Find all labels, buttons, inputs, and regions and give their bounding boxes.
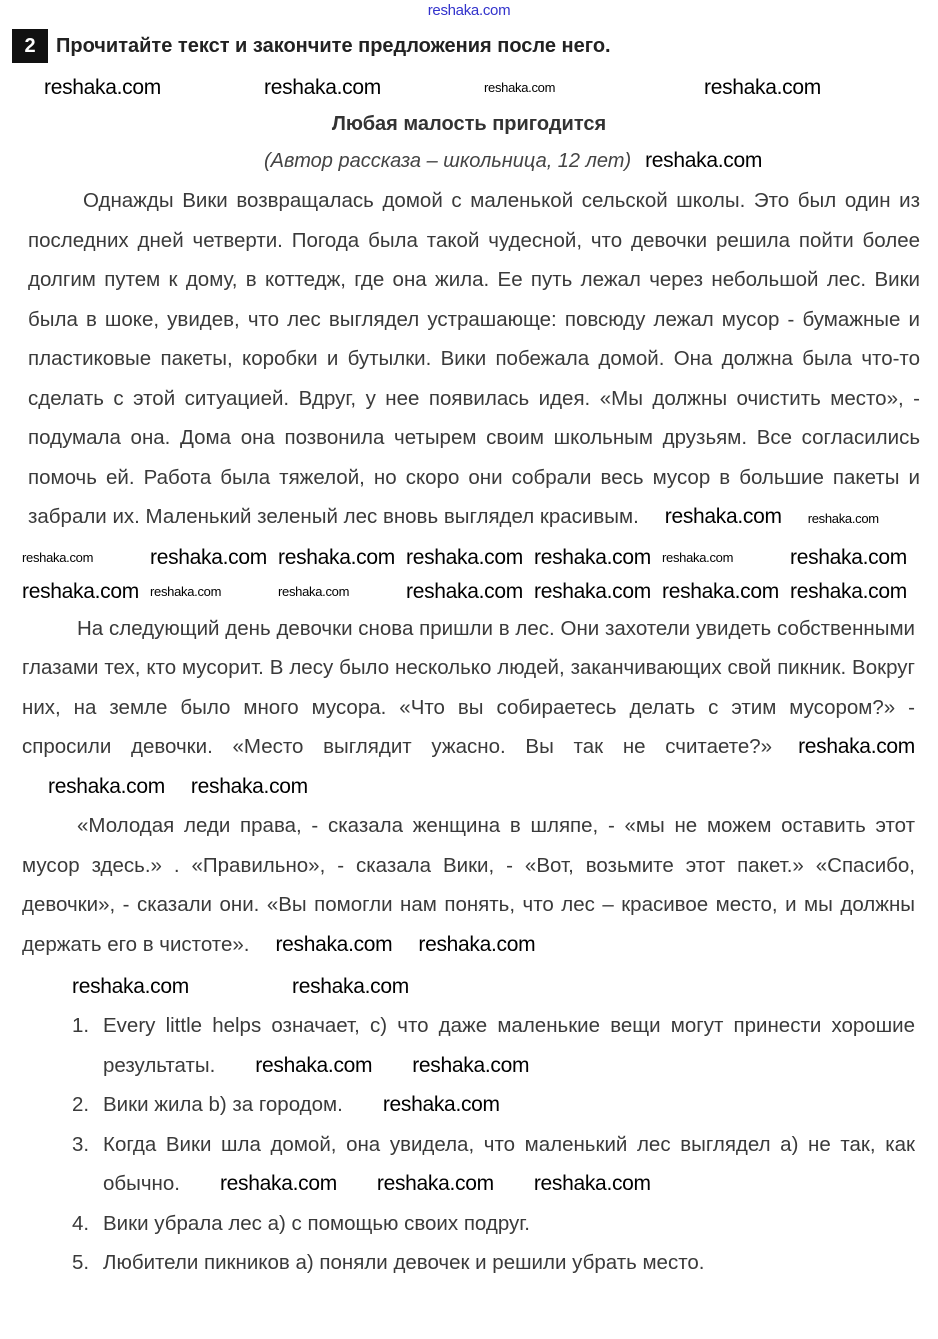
watermark: reshaka.com — [190, 774, 308, 798]
answer-item — [72, 1085, 915, 1125]
task-instruction: Прочитайте текст и закончите предложения после него. — [56, 34, 611, 57]
story-paragraph — [22, 609, 915, 807]
answer-text: Every little helps означает, c) что даже маленькие вещи могут принести хорошие результаты. — [103, 1014, 915, 1077]
watermark: reshaka.com — [292, 974, 409, 998]
watermark: reshaka.com — [807, 511, 879, 526]
answer-text: Вики жила b) за городом. — [103, 1093, 343, 1116]
watermark: reshaka.com — [219, 1172, 337, 1195]
watermark: reshaka.com — [704, 75, 821, 99]
watermark: reshaka.com — [72, 974, 189, 998]
task-header — [12, 29, 938, 63]
answer-item — [72, 1125, 915, 1204]
watermark: reshaka.com — [22, 550, 94, 565]
answer-number: 5. — [72, 1251, 90, 1274]
watermark: reshaka.com — [790, 580, 907, 603]
watermark: reshaka.com — [790, 546, 907, 569]
watermark: reshaka.com — [275, 932, 393, 956]
answer-number: 2. — [72, 1093, 90, 1116]
answer-item — [72, 1243, 915, 1283]
answer-text: Любители пикников a) поняли девочек и решили убрать место. — [103, 1251, 705, 1274]
story-paragraph-text: На следующий день девочки снова пришли в лес. Они захотели увидеть собственными глазами тех, кто мусорит. В лесу было несколько людей, заканчивающих свой пикник. Вокруг них, на земле было много мусора. «Что вы собираетесь делать с этим мусором?» - спросили девочки. «Место выглядит ужасно. Вы так не считаете?» — [22, 616, 915, 758]
top-watermark-row — [0, 0, 938, 28]
watermark: reshaka.com — [798, 735, 915, 758]
answer-text: Вики убрала лес a) с помощью своих подруг. — [103, 1211, 530, 1235]
story-paragraph-text: «Молодая леди права, - сказала женщина в шляпе, - «мы не можем оставить этот мусор здесь.» . «Правильно», - сказала Вики, - «Вот, возьмите этот пакет.» «Спасибо, девочки», - сказали они. «Вы помогли нам понять, что лес – красивое место, и мы должны держать его в чистоте». — [22, 814, 915, 956]
watermark-row — [72, 970, 938, 1002]
answer-list — [72, 1006, 915, 1283]
watermark: reshaka.com — [534, 580, 651, 603]
watermark-row — [44, 69, 938, 105]
watermark: reshaka.com — [48, 774, 165, 798]
watermark: reshaka.com — [412, 1053, 530, 1077]
story-paragraph-text: Однажды Вики возвращалась домой с маленькой сельской школы. Это был один из последних дней четверти. Погода была такой чудесной, что девочки решила пойти более долгим путем к дому, в коттедж, где она жила. Ее путь лежал через небольшой лес. Вики была в шоке, увидев, что лес выглядел устрашающе: повсюду лежал мусор - бумажные и пластиковые пакеты, коробки и бутылки. Вики побежала домой. Она должна была что-то сделать с этой ситуацией. Вдруг, у нее появилась идея. «Мы должны очистить место», - подумала она. Дома она позвонила четырем своим школьным друзьям. Все согласились помочь ей. Работа была тяжелой, но скоро они собрали весь мусор в большие пакеты и забрали их. Маленький зеленый лес вновь выглядел красивым. — [28, 189, 920, 528]
answer-number: 1. — [72, 1014, 90, 1037]
answer-item — [72, 1204, 915, 1244]
story-author-line — [264, 147, 938, 175]
task-number-badge: 2 — [12, 29, 48, 63]
answer-number: 3. — [72, 1132, 90, 1156]
watermark: reshaka.com — [278, 584, 350, 599]
watermark: reshaka.com — [662, 550, 734, 565]
watermark: reshaka.com — [382, 1093, 500, 1116]
story-paragraph — [22, 806, 915, 964]
watermark: reshaka.com — [534, 546, 651, 569]
answer-number: 4. — [72, 1211, 90, 1235]
watermark: reshaka.com — [645, 149, 763, 172]
story-author: (Автор рассказа – школьница, 12 лет) — [264, 150, 632, 172]
watermark: reshaka.com — [664, 505, 782, 528]
watermark: reshaka.com — [427, 2, 511, 19]
watermark: reshaka.com — [484, 79, 556, 95]
watermark: reshaka.com — [406, 546, 523, 569]
watermark: reshaka.com — [278, 546, 395, 569]
watermark: reshaka.com — [406, 580, 523, 603]
watermark: reshaka.com — [533, 1172, 651, 1195]
watermark: reshaka.com — [44, 75, 161, 99]
story-title: Любая малость пригодится — [331, 113, 607, 135]
watermark: reshaka.com — [662, 580, 779, 603]
watermark: reshaka.com — [376, 1172, 494, 1195]
watermark: reshaka.com — [22, 580, 139, 603]
watermark: reshaka.com — [150, 546, 267, 569]
watermark-block — [22, 541, 922, 609]
story-paragraph — [28, 181, 920, 537]
watermark: reshaka.com — [255, 1053, 373, 1077]
watermark: reshaka.com — [150, 584, 222, 599]
answer-text: Когда Вики шла домой, она увидела, что маленький лес выглядел a) не так, как обычно. — [103, 1132, 915, 1195]
watermark: reshaka.com — [264, 75, 381, 99]
answer-item — [72, 1006, 915, 1085]
watermark: reshaka.com — [418, 932, 536, 956]
